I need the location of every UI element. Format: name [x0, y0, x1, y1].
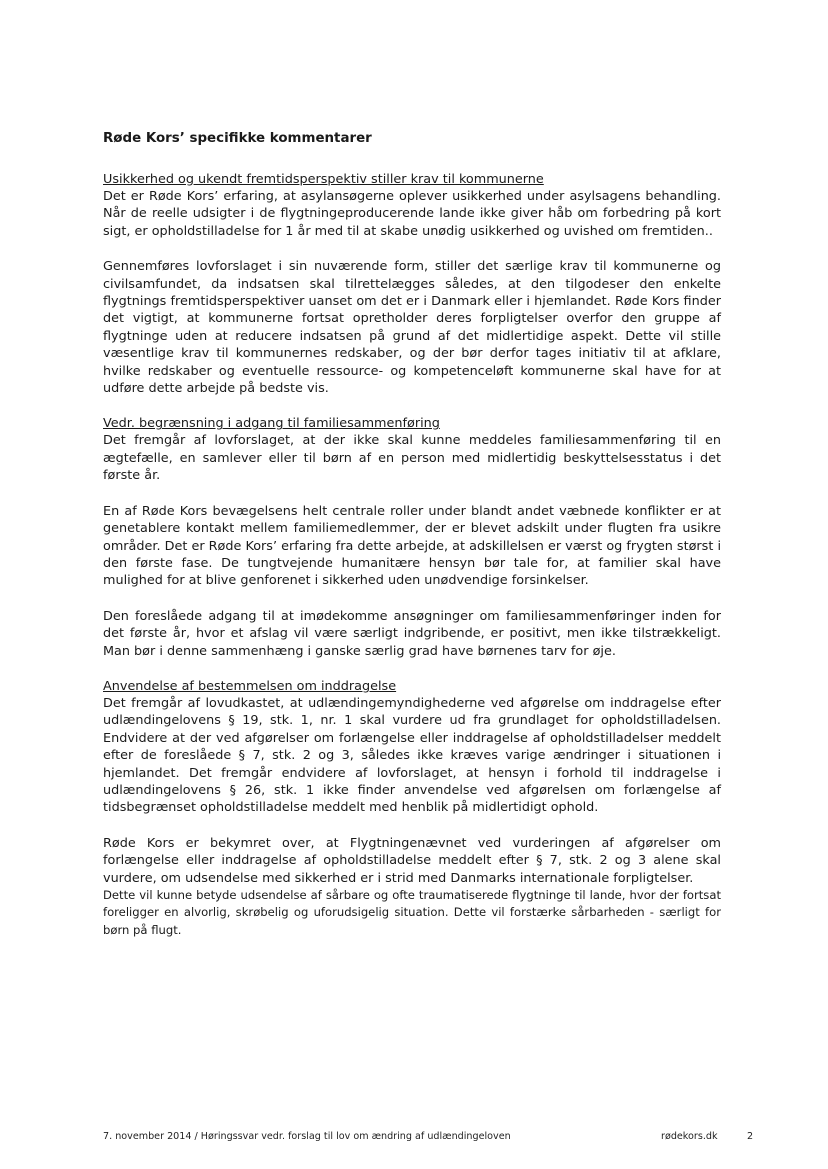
document-page	[103, 130, 721, 957]
footer-website: rødekors.dk	[661, 1131, 718, 1142]
page-number: 2	[747, 1131, 754, 1142]
section-uncertainty	[103, 171, 721, 397]
paragraph: Gennemføres lovforslaget i sin nuværende form, stiller det særlige krav til kommunerne og civilsamfundet, da indsatsen skal tilrettelægges således, at den tilgodeser den enkelte flygtnings fremtidsperspektiver uanset om det er i Danmark eller i hjemlandet. Røde Kors finder det vigtigt, at kommunerne fortsat opretholder deres forpligtelser overfor den gruppe af flygtninge uden at reducere indsatsen på grund af det midlertidige aspekt. Dette vil stille væsentlige krav til kommunernes redskaber, og der bør derfor tages initiativ til at afklare, hvilke redskaber og eventuelle ressource- og kompetenceløft kommunerne skal have for at udføre dette arbejde på bedste vis.	[103, 259, 721, 397]
section-revocation	[103, 678, 721, 939]
paragraph: Røde Kors er bekymret over, at Flygtningenævnet ved vurderingen af afgørelser om forlængelse eller inddragelse af opholdstilladelse meddelt efter § 7, stk. 2 og 3 alene skal vurdere, om udsendelse med sikkerhed er i strid med Danmarks internationale forpligtelser.	[103, 835, 721, 886]
footer-date-title: 7. november 2014 / Høringssvar vedr. forslag til lov om ændring af udlændingeloven	[103, 1131, 511, 1142]
paragraph: Det fremgår af lovudkastet, at udlændingemyndighederne ved afgørelse om inddragelse efter udlændingelovens § 19, stk. 1, nr. 1 skal vurdere ud fra grundlaget for opholdstilladelsen. Endvidere at der ved afgørelser om forlængelse eller inddragelse af opholdstilladelser meddelt efter de foreslåede § 7, stk. 2 og 3, således ikke kræves varige ændringer i situationen i hjemlandet. Det fremgår endvidere af lovforslaget, at hensyn i forhold til inddragelse i udlændingelovens § 26, stk. 1 ikke finder anvendelse ved afgørelsen om forlængelse af tidsbegrænset opholdstilladelse meddelt med henblik på midlertidigt ophold.	[103, 695, 721, 816]
section-family-reunification	[103, 415, 721, 659]
paragraph: Det er Røde Kors’ erfaring, at asylansøgerne oplever usikkerhed under asylsagens behandling. Når de reelle udsigter i de flygtningeproducerende lande ikke giver håb om forbedring på kort sigt, er opholdstilladelse for 1 år med til at skabe unødig usikkerhed og uvished om fremtiden..	[103, 189, 721, 239]
page-heading: Røde Kors’ specifikke kommentarer	[103, 131, 372, 146]
paragraph-small: Dette vil kunne betyde udsendelse af sårbare og ofte traumatiserede flygtninge til lande, hvor der fortsat foreligger en alvorlig, skrøbelig og uforudsigelig situation. Dette vil forstærke sårbarheden - særligt for børn på flugt.	[103, 888, 721, 937]
paragraph: En af Røde Kors bevægelsens helt centrale roller under blandt andet væbnede konflikter er at genetablere kontakt mellem familiemedlemmer, der er blevet adskilt under flugten fra usikre områder. Det er Røde Kors’ erfaring fra dette arbejde, at adskillelsen er værst og frygten størst i den første fase. De tungtvejende humanitære hensyn bør tale for, at familier skal have mulighed for at blive genforenet i sikkerhed uden unødvendige forsinkelser.	[103, 503, 721, 589]
section-title: Usikkerhed og ukendt fremtidsperspektiv stiller krav til kommunerne	[103, 172, 544, 187]
section-title: Anvendelse af bestemmelsen om inddragelse	[103, 678, 397, 694]
paragraph: Den foreslåede adgang til at imødekomme ansøgninger om familiesammenføringer inden for det første år, hvor et afslag vil være særligt indgribende, er positivt, men ikke tilstrækkeligt. Man bør i denne sammenhæng i ganske særlig grad have børnenes tarv for øje.	[103, 608, 721, 659]
paragraph: Det fremgår af lovforslaget, at der ikke skal kunne meddeles familiesammenføring til en ægtefælle, en samlever eller til børn af en person med midlertidig beskyttelsesstatus i det første år.	[103, 433, 721, 484]
section-title: Vedr. begrænsning i adgang til familiesammenføring	[103, 416, 440, 432]
